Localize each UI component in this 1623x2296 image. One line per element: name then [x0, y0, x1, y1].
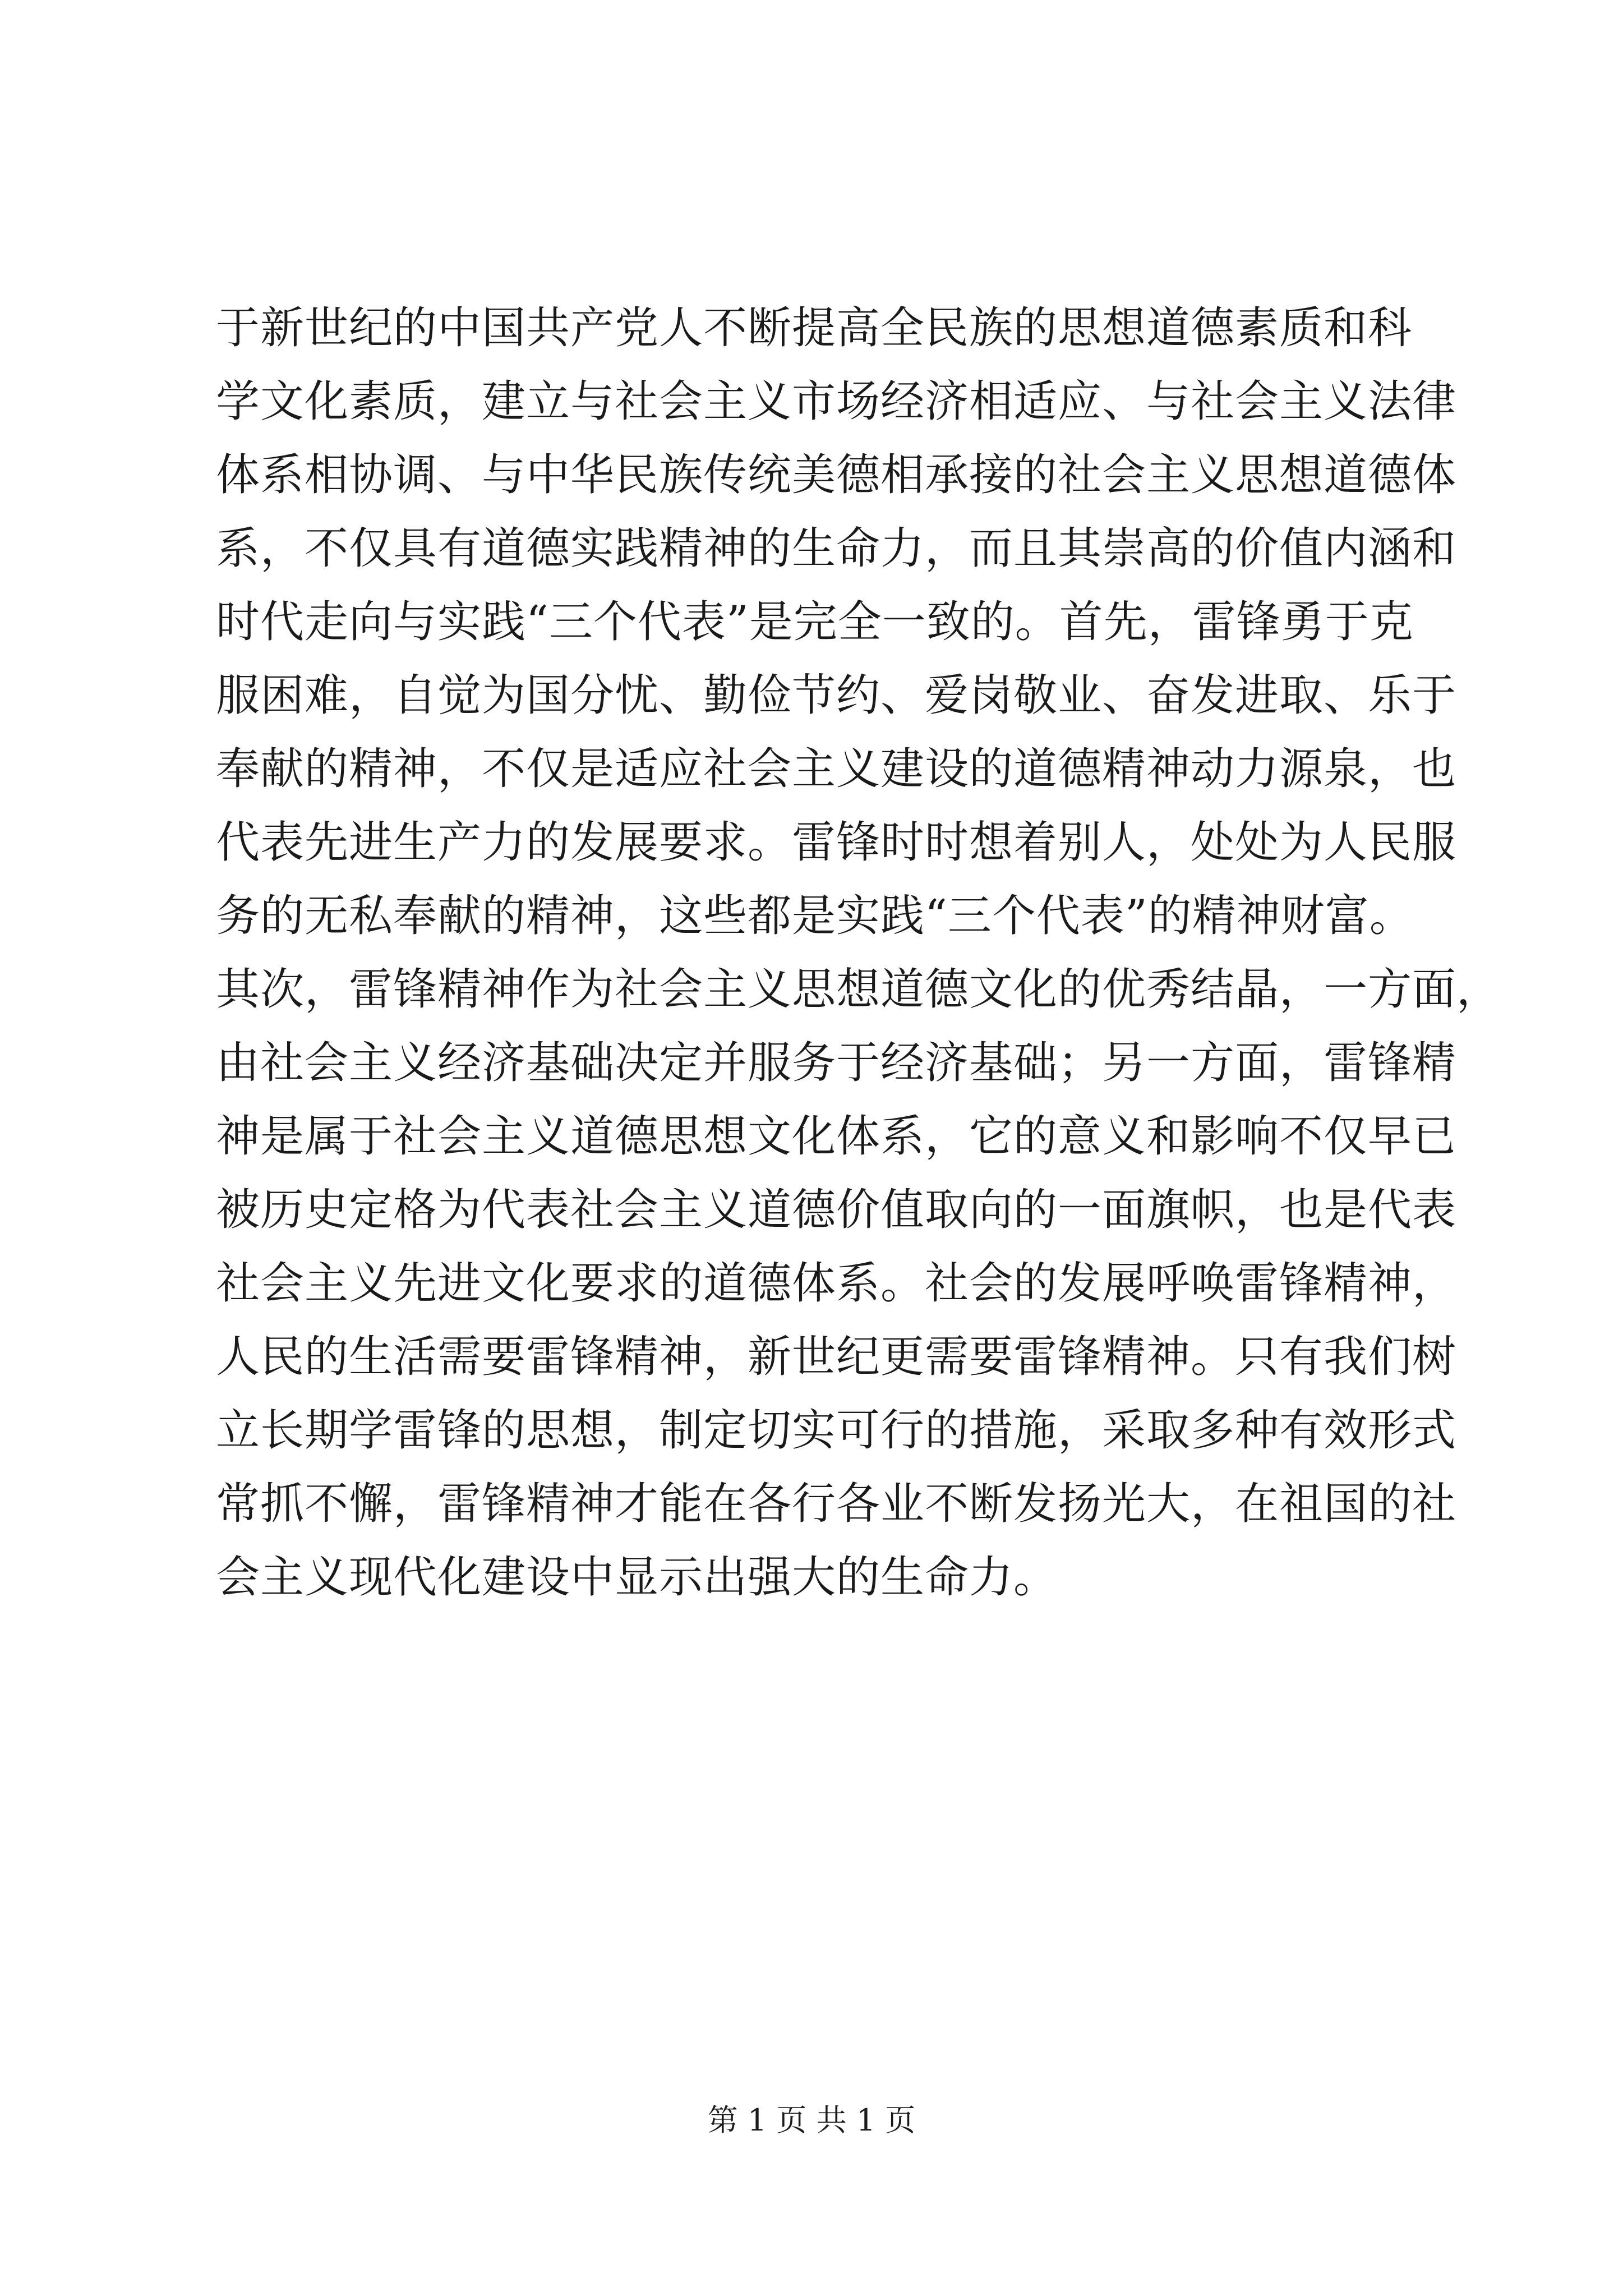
page-number-label: 第 1 页 共 1 页 — [707, 2102, 916, 2138]
body-paragraph — [216, 292, 1501, 1614]
text-line-last: 会主义现代化建设中显示出强大的生命力。 — [216, 1552, 1058, 1603]
text-line: 被历史定格为代表社会主义道德价值取向的一面旗帜，也是代表 — [216, 1185, 1457, 1235]
text-line: 代表先进生产力的发展要求。雷锋时时想着别人，处处为人民服 — [216, 817, 1457, 868]
text-line: 务的无私奉献的精神，这些都是实践“三个代表”的精神财富。 — [216, 891, 1414, 941]
text-line: 人民的生活需要雷锋精神，新世纪更需要雷锋精神。只有我们树 — [216, 1332, 1457, 1382]
text-line: 神是属于社会主义道德思想文化体系，它的意义和影响不仅早已 — [216, 1111, 1457, 1162]
text-line: 由社会主义经济基础决定并服务于经济基础；另一方面，雷锋精 — [216, 1038, 1457, 1088]
text-line: 社会主义先进文化要求的道德体系。社会的发展呼唤雷锋精神， — [216, 1258, 1457, 1309]
page-footer — [0, 2101, 1623, 2140]
text-line: 服困难，自觉为国分忧、勤俭节约、爱岗敬业、奋发进取、乐于 — [216, 670, 1457, 721]
text-line: 常抓不懈，雷锋精神才能在各行各业不断发扬光大，在祖国的社 — [216, 1479, 1457, 1529]
text-line: 体系相协调、与中华民族传统美德相承接的社会主义思想道德体 — [216, 450, 1457, 500]
text-line: 其次，雷锋精神作为社会主义思想道德文化的优秀结晶，一方面， — [216, 964, 1501, 1015]
text-line: 奉献的精神，不仅是适应社会主义建设的道德精神动力源泉，也 — [216, 744, 1457, 794]
text-line: 立长期学雷锋的思想，制定切实可行的措施，采取多种有效形式 — [216, 1405, 1457, 1456]
text-line: 于新世纪的中国共产党人不断提高全民族的思想道德素质和科 — [216, 303, 1413, 353]
text-line: 时代走向与实践“三个代表”是完全一致的。首先，雷锋勇于克 — [216, 597, 1414, 647]
text-line: 系，不仅具有道德实践精神的生命力，而且其崇高的价值内涵和 — [216, 523, 1457, 574]
text-line: 学文化素质，建立与社会主义市场经济相适应、与社会主义法律 — [216, 376, 1457, 427]
